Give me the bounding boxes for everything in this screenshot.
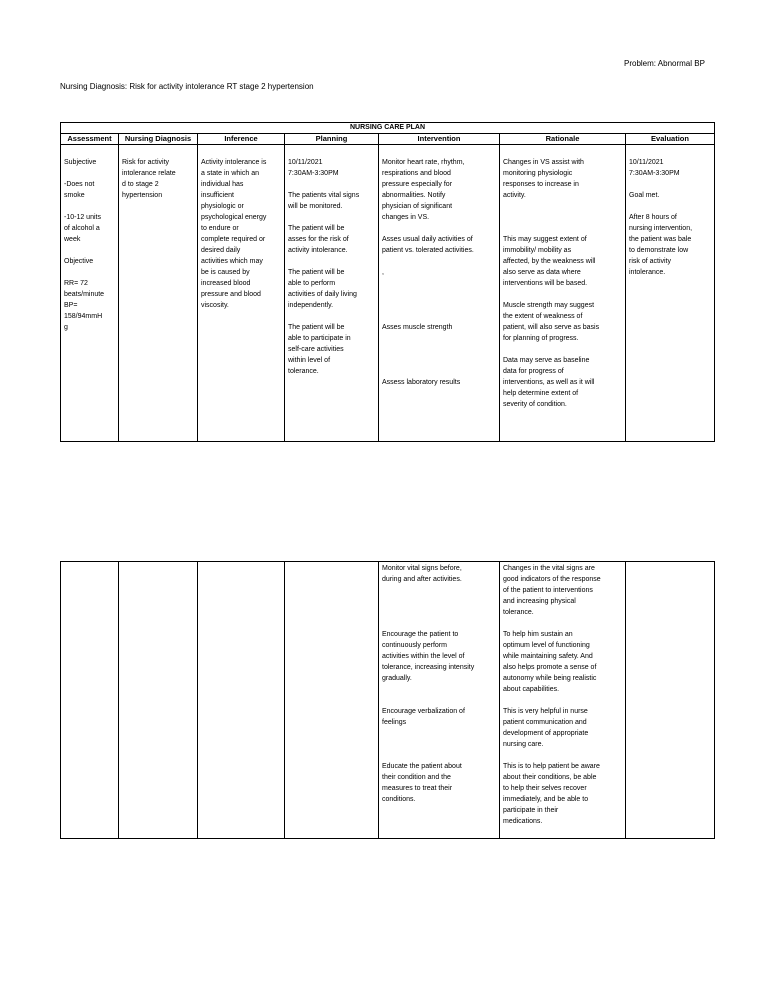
nursing-care-plan-table (60, 122, 715, 442)
evaluation-text: After 8 hours of nursing intervention, the patient was bale to demonstrate low risk of activity intolerance. (629, 214, 693, 276)
planning-cell-empty (285, 562, 379, 839)
assessment-cell (61, 145, 119, 442)
evaluation-cell-empty (626, 562, 715, 839)
assessment-vitals: RR= 72 beats/minute BP= 158/94mmH g (64, 280, 105, 331)
column-header-assessment: Assessment (61, 134, 119, 145)
planning-item: The patient will be able to perform activities of daily living independently. (288, 269, 357, 309)
inference-text: Activity intolerance is a state in which an individual has insufficient physiologic or psychological energy to endure or complete required or desired daily activities which may be is caused by increased blood pressure and blood viscosity. (201, 159, 267, 309)
intervention-item: Assess laboratory results (382, 379, 461, 386)
assessment-objective: Objective (64, 258, 94, 265)
planning-item: The patients vital signs will be monitored. (288, 192, 360, 210)
intervention-item: Monitor vital signs before, during and after activities. (382, 565, 462, 583)
rationale-item: Muscle strength may suggest the extent of weakness of patient, will also serve as basis for planning of progress. (503, 302, 600, 342)
column-header-evaluation: Evaluation (626, 134, 715, 145)
column-header-rationale: Rationale (500, 134, 626, 145)
rationale-cell (500, 145, 626, 442)
column-header-inference: Inference (198, 134, 285, 145)
planning-item: The patient will be asses for the risk of activity intolerance. (288, 225, 349, 254)
planning-item: The patient will be able to participate in self-care activities within level of tolerance. (288, 324, 351, 375)
nursing-diagnosis-cell-empty (119, 562, 198, 839)
evaluation-cell (626, 145, 715, 442)
nursing-diagnosis-heading: Nursing Diagnosis: Risk for activity intolerance RT stage 2 hypertension (60, 82, 314, 91)
intervention-item: Encourage verbalization of feelings (382, 708, 465, 726)
assessment-subjective: Subjective (64, 159, 97, 166)
intervention-cell (379, 562, 500, 839)
column-header-intervention: Intervention (379, 134, 500, 145)
intervention-item: Monitor heart rate, rhythm, respirations and blood pressure especially for abnormalities. Notify physician of significant changes in VS. (382, 159, 465, 221)
inference-cell-empty (198, 562, 285, 839)
rationale-item: This is very helpful in nurse patient communication and development of appropriate nursing care. (503, 708, 589, 748)
rationale-item: Changes in the vital signs are good indicators of the response of the patient to interventions and increasing physical tolerance. (503, 565, 601, 616)
intervention-item: Asses usual daily activities of patient vs. tolerated activities. (382, 236, 474, 254)
intervention-item: Asses muscle strength (382, 324, 453, 331)
planning-date: 10/11/2021 7:30AM-3:30PM (288, 159, 339, 177)
inference-cell (198, 145, 285, 442)
rationale-item: This is to help patient be aware about their conditions, be able to help their selves recover immediately, and be able to participate in their medications. (503, 763, 600, 825)
intervention-item: Educate the patient about their condition and the measures to treat their conditions. (382, 763, 462, 803)
intervention-item: Encourage the patient to continuously perform activities within the level of tolerance, increasing intensity gradually. (382, 631, 475, 682)
rationale-item: To help him sustain an optimum level of functioning while maintaining safety. And also helps promote a sense of autonomy while being realistic about capabilities. (503, 631, 597, 693)
rationale-item: Changes in VS assist with monitoring physiologic responses to increase in activity. (503, 159, 584, 199)
column-header-planning: Planning (285, 134, 379, 145)
nursing-care-plan-table-continued (60, 561, 715, 839)
intervention-cell (379, 145, 500, 442)
rationale-cell (500, 562, 626, 839)
table-title: NURSING CARE PLAN (61, 123, 715, 134)
planning-cell (285, 145, 379, 442)
nursing-diagnosis-text: Risk for activity intolerance relate d to stage 2 hypertension (122, 159, 176, 199)
assessment-alcohol: -10-12 units of alcohol a week (64, 214, 101, 243)
intervention-mark: , (382, 269, 384, 276)
evaluation-date: 10/11/2021 7:30AM-3:30PM (629, 159, 680, 177)
column-header-nursing-diagnosis: Nursing Diagnosis (119, 134, 198, 145)
problem-label: Problem: Abnormal BP (624, 59, 705, 68)
assessment-smoke: -Does not smoke (64, 181, 95, 199)
nursing-diagnosis-cell (119, 145, 198, 442)
evaluation-status: Goal met. (629, 192, 660, 199)
assessment-cell-empty (61, 562, 119, 839)
rationale-item: This may suggest extent of immobility/ mobility as affected, by the weakness will also serve as data where interventions will be based. (503, 236, 596, 287)
rationale-item: Data may serve as baseline data for progress of interventions, as well as it will help determine extent of severity of condition. (503, 357, 595, 408)
